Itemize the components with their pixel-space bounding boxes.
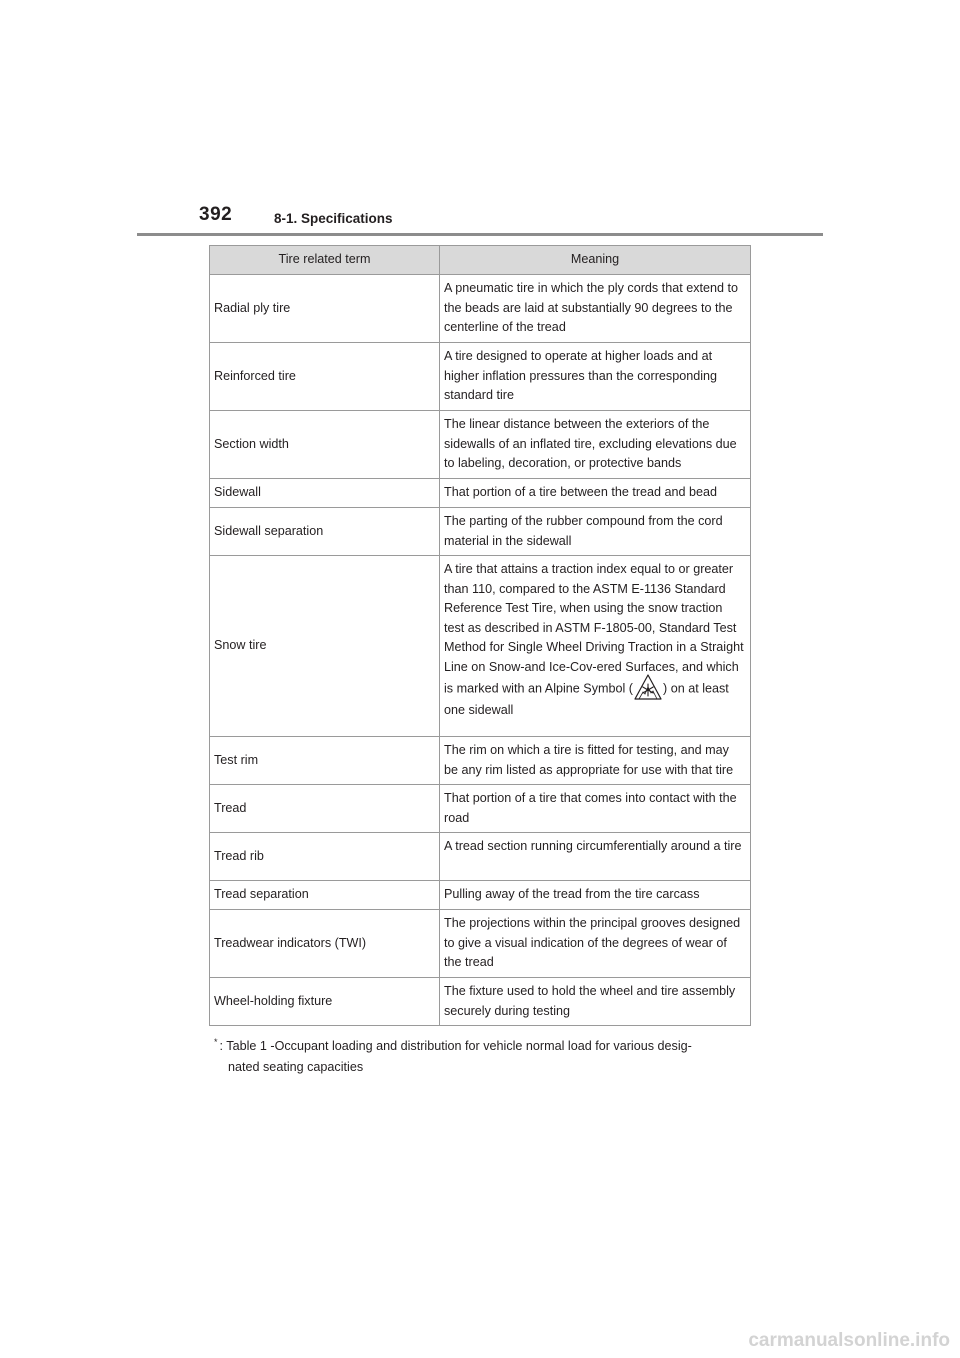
table-row [210,833,751,881]
header-divider [137,233,823,236]
meaning-cell [440,556,751,737]
page-number: 392 [199,204,233,225]
term-cell: Treadwear indicators (TWI) [210,910,440,978]
snow-tire-meaning-text-end: ) on at least one sidewall [444,681,729,717]
meaning-cell: The linear distance between the exteriors of the sidewalls of an inflated tire, excluding elevations due to labeling, decoration, or protective bands [440,411,751,479]
table-row [210,978,751,1026]
table-header-row [210,246,751,275]
table-row [210,785,751,833]
term-cell: Test rim [210,737,440,785]
table-row [210,881,751,910]
term-cell: Sidewall [210,479,440,508]
meaning-cell: The parting of the rubber compound from the cord material in the sidewall [440,508,751,556]
footnote-text: : Table 1 -Occupant loading and distribution for vehicle normal load for various desig- [219,1039,692,1053]
snow-tire-meaning-text: A tire that attains a traction index equal to or greater than 110, compared to the ASTM E-1136 Standard Reference Test Tire, when using the snow traction test as described in ASTM F-1805-00, Standard Test Method for Single Wheel Driving Traction in a Straight Line on Snow-and Ice-Cov-ered Surfaces, and which is marked with an Alpine Symbol ( [444,562,744,696]
meaning-cell: A pneumatic tire in which the ply cords that extend to the beads are laid at substantially 90 degrees to the centerline of the tread [440,275,751,343]
meaning-cell: The fixture used to hold the wheel and tire assembly securely during testing [440,978,751,1026]
table-row [210,411,751,479]
section-title: 8-1. Specifications [274,211,393,226]
term-cell: Wheel-holding fixture [210,978,440,1026]
term-cell: Tread rib [210,833,440,881]
meaning-cell: The projections within the principal grooves designed to give a visual indication of the degrees of wear of the tread [440,910,751,978]
column-header-term: Tire related term [210,246,440,275]
term-cell: Radial ply tire [210,275,440,343]
footnote-line-2: nated seating capacities [228,1060,364,1074]
footnote-line-1 [214,1036,754,1057]
table-row [210,479,751,508]
alpine-snowflake-icon [634,673,662,701]
meaning-cell: The rim on which a tire is fitted for testing, and may be any rim listed as appropriate for use with that tire [440,737,751,785]
term-cell: Snow tire [210,556,440,737]
table-row [210,737,751,785]
meaning-cell: That portion of a tire that comes into contact with the road [440,785,751,833]
meaning-cell: A tire designed to operate at higher loads and at higher inflation pressures than the corresponding standard tire [440,343,751,411]
table-row [210,343,751,411]
table-row [210,910,751,978]
footnote-asterisk: * [214,1037,218,1047]
tire-terms-table [209,245,751,1026]
meaning-cell: Pulling away of the tread from the tire carcass [440,881,751,910]
term-cell: Tread separation [210,881,440,910]
watermark-text: carmanualsonline.info [748,1330,950,1351]
term-cell: Tread [210,785,440,833]
column-header-meaning: Meaning [440,246,751,275]
page-header [0,0,960,240]
term-cell: Sidewall separation [210,508,440,556]
table-row [210,508,751,556]
table-footnote [214,1036,754,1077]
meaning-cell: That portion of a tire between the tread and bead [440,479,751,508]
table-row [210,556,751,737]
term-cell: Reinforced tire [210,343,440,411]
meaning-cell: A tread section running circumferentially around a tire [440,833,751,881]
term-cell: Section width [210,411,440,479]
table-row [210,275,751,343]
